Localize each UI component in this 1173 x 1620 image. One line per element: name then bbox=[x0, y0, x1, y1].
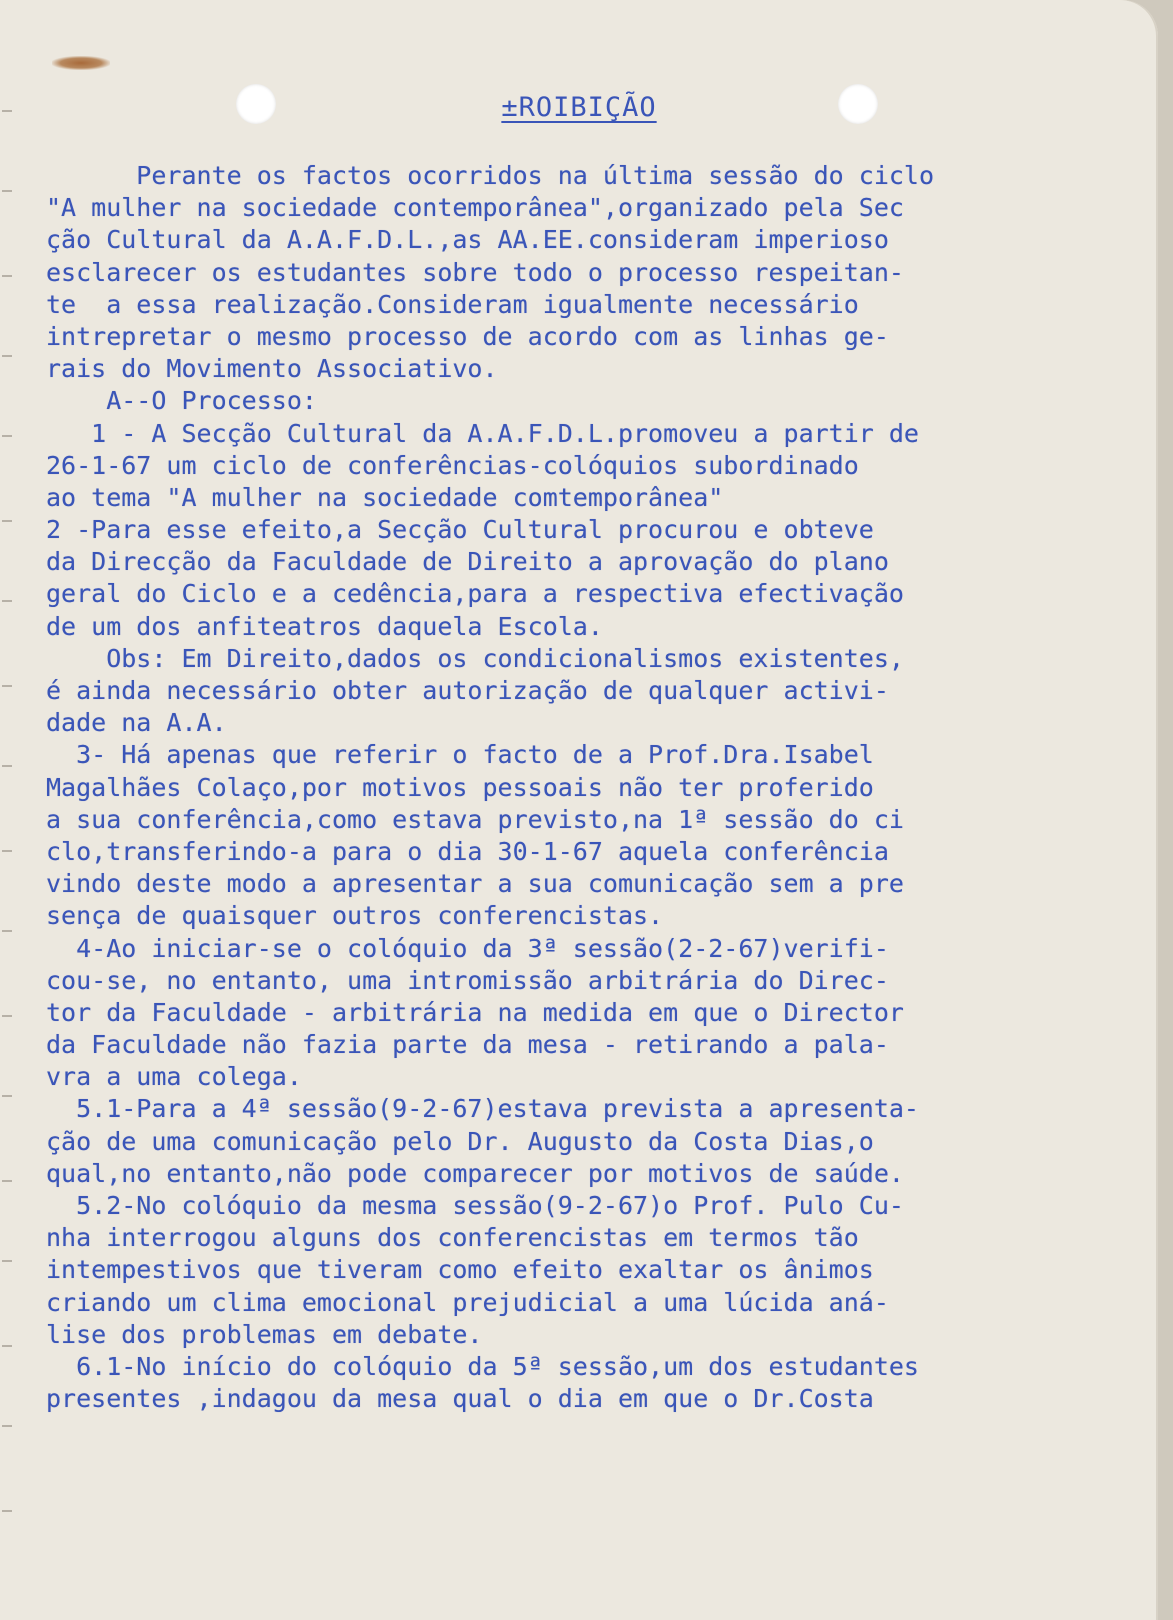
text-line: 5.1-Para a 4ª sessão(9-2-67)estava prevista a apresenta- bbox=[46, 1094, 919, 1124]
text-line: Magalhães Colaço,por motivos pessoais não ter proferido bbox=[46, 772, 874, 802]
text-line: 6.1-No início do colóquio da 5ª sessão,um dos estudantes bbox=[46, 1351, 919, 1381]
document-title: ±ROIBIÇÃO bbox=[501, 92, 657, 123]
margin-tick bbox=[2, 765, 12, 767]
text-line: Perante os factos ocorridos na última sessão do ciclo bbox=[46, 161, 935, 190]
text-line: intempestivos que tiveram como efeito exaltar os ânimos bbox=[46, 1255, 874, 1285]
text-line: vra a uma colega. bbox=[46, 1062, 302, 1092]
text-line: nha interrogou alguns dos conferencistas em termos tão bbox=[46, 1223, 859, 1253]
text-line: 2 -Para esse efeito,a Secção Cultural procurou e obteve bbox=[46, 515, 874, 545]
text-line: criando um clima emocional prejudicial a uma lúcida aná- bbox=[46, 1287, 889, 1317]
margin-tick bbox=[2, 1180, 12, 1182]
text-line: ção Cultural da A.A.F.D.L.,as AA.EE.consideram imperioso bbox=[46, 225, 889, 255]
text-line: 26-1-67 um ciclo de conferências-colóquios subordinado bbox=[46, 450, 859, 480]
margin-tick bbox=[2, 190, 12, 192]
text-line: te a essa realização.Consideram igualmente necessário bbox=[46, 289, 859, 319]
margin-tick bbox=[2, 1260, 12, 1262]
text-line: 1 - A Secção Cultural da A.A.F.D.L.promoveu a partir de bbox=[46, 418, 919, 448]
margin-tick bbox=[2, 600, 12, 602]
text-line: qual,no entanto,não pode comparecer por motivos de saúde. bbox=[46, 1158, 904, 1188]
text-line: é ainda necessário obter autorização de qualquer activi- bbox=[46, 676, 889, 705]
margin-tick bbox=[2, 1095, 12, 1097]
text-line: 4-Ao iniciar-se o colóquio da 3ª sessão(2-2-67)verifi- bbox=[46, 933, 889, 963]
text-line: a sua conferência,como estava previsto,na 1ª sessão do ci bbox=[46, 804, 904, 834]
margin-tick bbox=[2, 1015, 12, 1017]
margin-tick bbox=[2, 1510, 12, 1512]
text-line: clo,transferindo-a para o dia 30-1-67 aquela conferência bbox=[46, 836, 889, 866]
margin-tick bbox=[2, 435, 12, 437]
margin-tick bbox=[2, 355, 12, 357]
margin-tick bbox=[2, 520, 12, 522]
text-line: 5.2-No colóquio da mesma sessão(9-2-67)o Prof. Pulo Cu- bbox=[46, 1191, 904, 1220]
text-line: da Direcção da Faculdade de Direito a aprovação do plano bbox=[46, 547, 889, 577]
text-line: vindo deste modo a apresentar a sua comunicação sem a pre bbox=[46, 869, 904, 899]
text-line: de um dos anfiteatros daquela Escola. bbox=[46, 611, 603, 641]
text-line: dade na A.A. bbox=[46, 708, 227, 738]
margin-tick bbox=[2, 685, 12, 687]
text-line: Obs: Em Direito,dados os condicionalismos existentes, bbox=[46, 643, 904, 673]
text-line: cou-se, no entanto, uma intromissão arbitrária do Direc- bbox=[46, 965, 889, 995]
text-line: ção de uma comunicação pelo Dr. Augusto da Costa Dias,o bbox=[46, 1126, 874, 1156]
rust-stain bbox=[52, 56, 110, 70]
text-line: geral do Ciclo e a cedência,para a respectiva efectivação bbox=[46, 579, 904, 609]
margin-tick bbox=[2, 850, 12, 852]
text-line: rais do Movimento Associativo. bbox=[46, 354, 498, 384]
text-line: "A mulher na sociedade contemporânea",organizado pela Sec bbox=[46, 193, 904, 223]
text-line: sença de quaisquer outros conferencistas. bbox=[46, 901, 664, 931]
margin-tick bbox=[2, 275, 12, 277]
text-line: presentes ,indagou da mesa qual o dia em que o Dr.Costa bbox=[46, 1384, 874, 1414]
text-line: lise dos problemas em debate. bbox=[46, 1319, 483, 1349]
document-body bbox=[46, 160, 1136, 1415]
text-line: intrepretar o mesmo processo de acordo com as linhas ge- bbox=[46, 321, 889, 351]
text-line: da Faculdade não fazia parte da mesa - retirando a pala- bbox=[46, 1030, 889, 1060]
text-line: 3- Há apenas que referir o facto de a Prof.Dra.Isabel bbox=[46, 740, 874, 770]
margin-tick bbox=[2, 1425, 12, 1427]
text-line: A--O Processo: bbox=[46, 386, 317, 416]
text-line: ao tema "A mulher na sociedade comtemporânea" bbox=[46, 482, 724, 512]
margin-tick bbox=[2, 930, 12, 932]
margin-tick bbox=[2, 1345, 12, 1347]
text-line: esclarecer os estudantes sobre todo o processo respeitan- bbox=[46, 257, 904, 287]
text-line: tor da Faculdade - arbitrária na medida em que o Director bbox=[46, 997, 904, 1027]
